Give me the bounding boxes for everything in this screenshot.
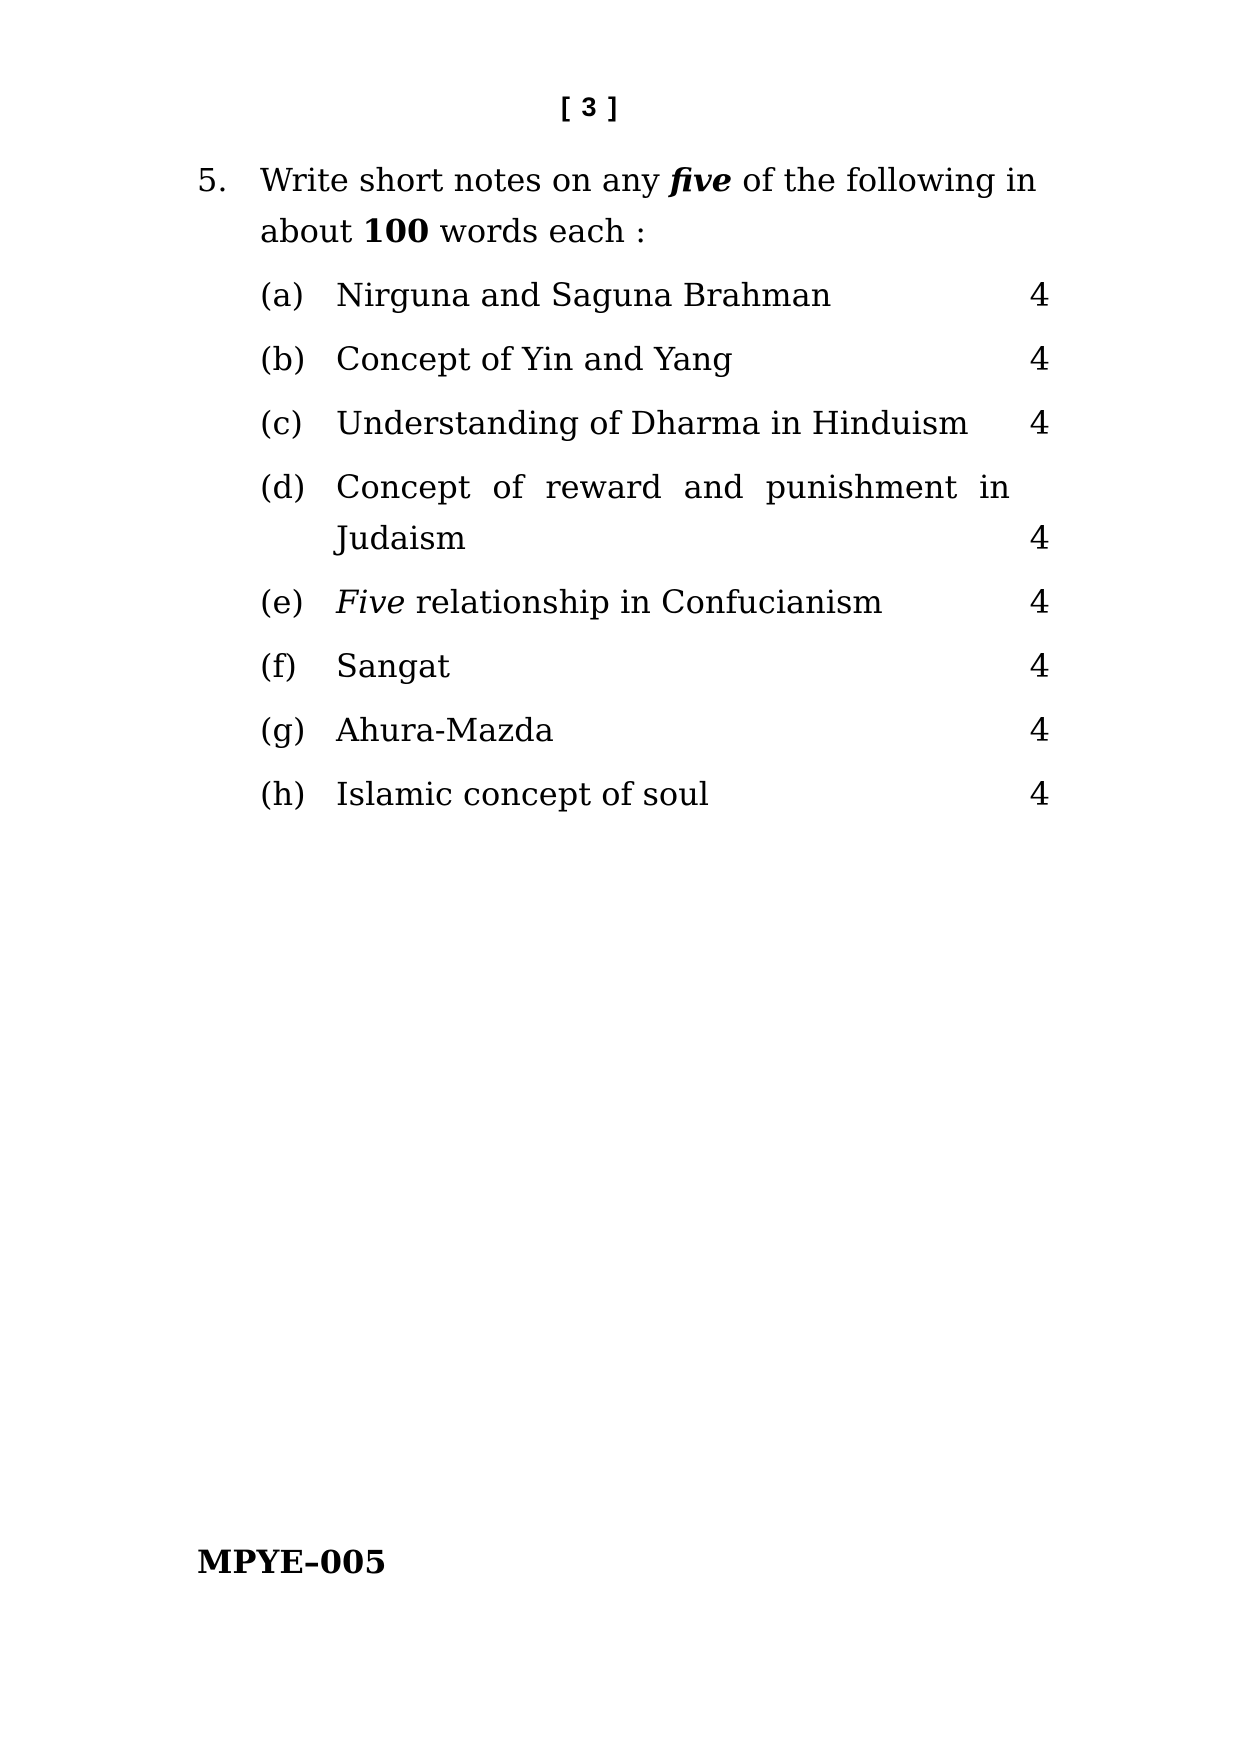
sub-question-text: Understanding of Dharma in Hinduism <box>336 404 969 442</box>
question-text <box>260 155 1050 257</box>
sub-question-label: (h) <box>260 775 306 813</box>
question-text-before: Write short notes on any <box>260 161 670 199</box>
sub-question-marks: 4 <box>1029 775 1050 813</box>
question-text-middle: of the following in about <box>260 161 1037 250</box>
sub-question-b <box>260 334 1050 385</box>
sub-question-marks: 4 <box>1029 276 1050 314</box>
sub-question-marks: 4 <box>1029 340 1050 378</box>
sub-question-text <box>336 462 1010 564</box>
sub-question-text-line-1: Concept of reward and punishment in <box>336 468 1010 506</box>
question-5 <box>197 155 1050 833</box>
sub-question-label: (d) <box>260 468 306 506</box>
page-number: [ 3 ] <box>560 92 619 122</box>
sub-question-d <box>260 462 1050 564</box>
sub-question-g <box>260 705 1050 756</box>
sub-question-marks: 4 <box>1029 647 1050 685</box>
sub-question-label: (f) <box>260 647 297 685</box>
sub-question-label: (g) <box>260 711 306 749</box>
sub-question-a <box>260 270 1050 321</box>
sub-question-text: Sangat <box>336 647 451 685</box>
course-code: MPYE–005 <box>197 1543 387 1581</box>
question-text-after: words each : <box>429 212 646 250</box>
sub-question-italic-word: Five <box>336 583 406 621</box>
sub-question-text <box>336 577 1010 628</box>
sub-question-label: (a) <box>260 276 305 314</box>
sub-question-text-rest: relationship in Confucianism <box>405 583 883 621</box>
sub-question-label: (c) <box>260 404 303 442</box>
sub-question-marks: 4 <box>1029 711 1050 749</box>
sub-question-h <box>260 769 1050 820</box>
sub-question-f <box>260 641 1050 692</box>
sub-question-marks: 4 <box>1029 519 1050 557</box>
sub-question-label: (e) <box>260 583 304 621</box>
question-stem <box>197 155 1050 257</box>
question-word-count: 100 <box>362 212 430 250</box>
sub-question-marks: 4 <box>1029 404 1050 442</box>
sub-question-text: Ahura-Mazda <box>336 711 554 749</box>
sub-question-c <box>260 398 1050 449</box>
sub-question-text: Nirguna and Saguna Brahman <box>336 276 832 314</box>
sub-question-list <box>260 270 1050 820</box>
sub-question-marks: 4 <box>1029 583 1050 621</box>
question-number: 5. <box>197 161 228 199</box>
sub-question-label: (b) <box>260 340 306 378</box>
sub-question-text-line-2: Judaism <box>336 519 466 557</box>
sub-question-e <box>260 577 1050 628</box>
sub-question-text: Islamic concept of soul <box>336 775 710 813</box>
sub-question-text: Concept of Yin and Yang <box>336 340 733 378</box>
question-emphasis: five <box>669 161 733 199</box>
